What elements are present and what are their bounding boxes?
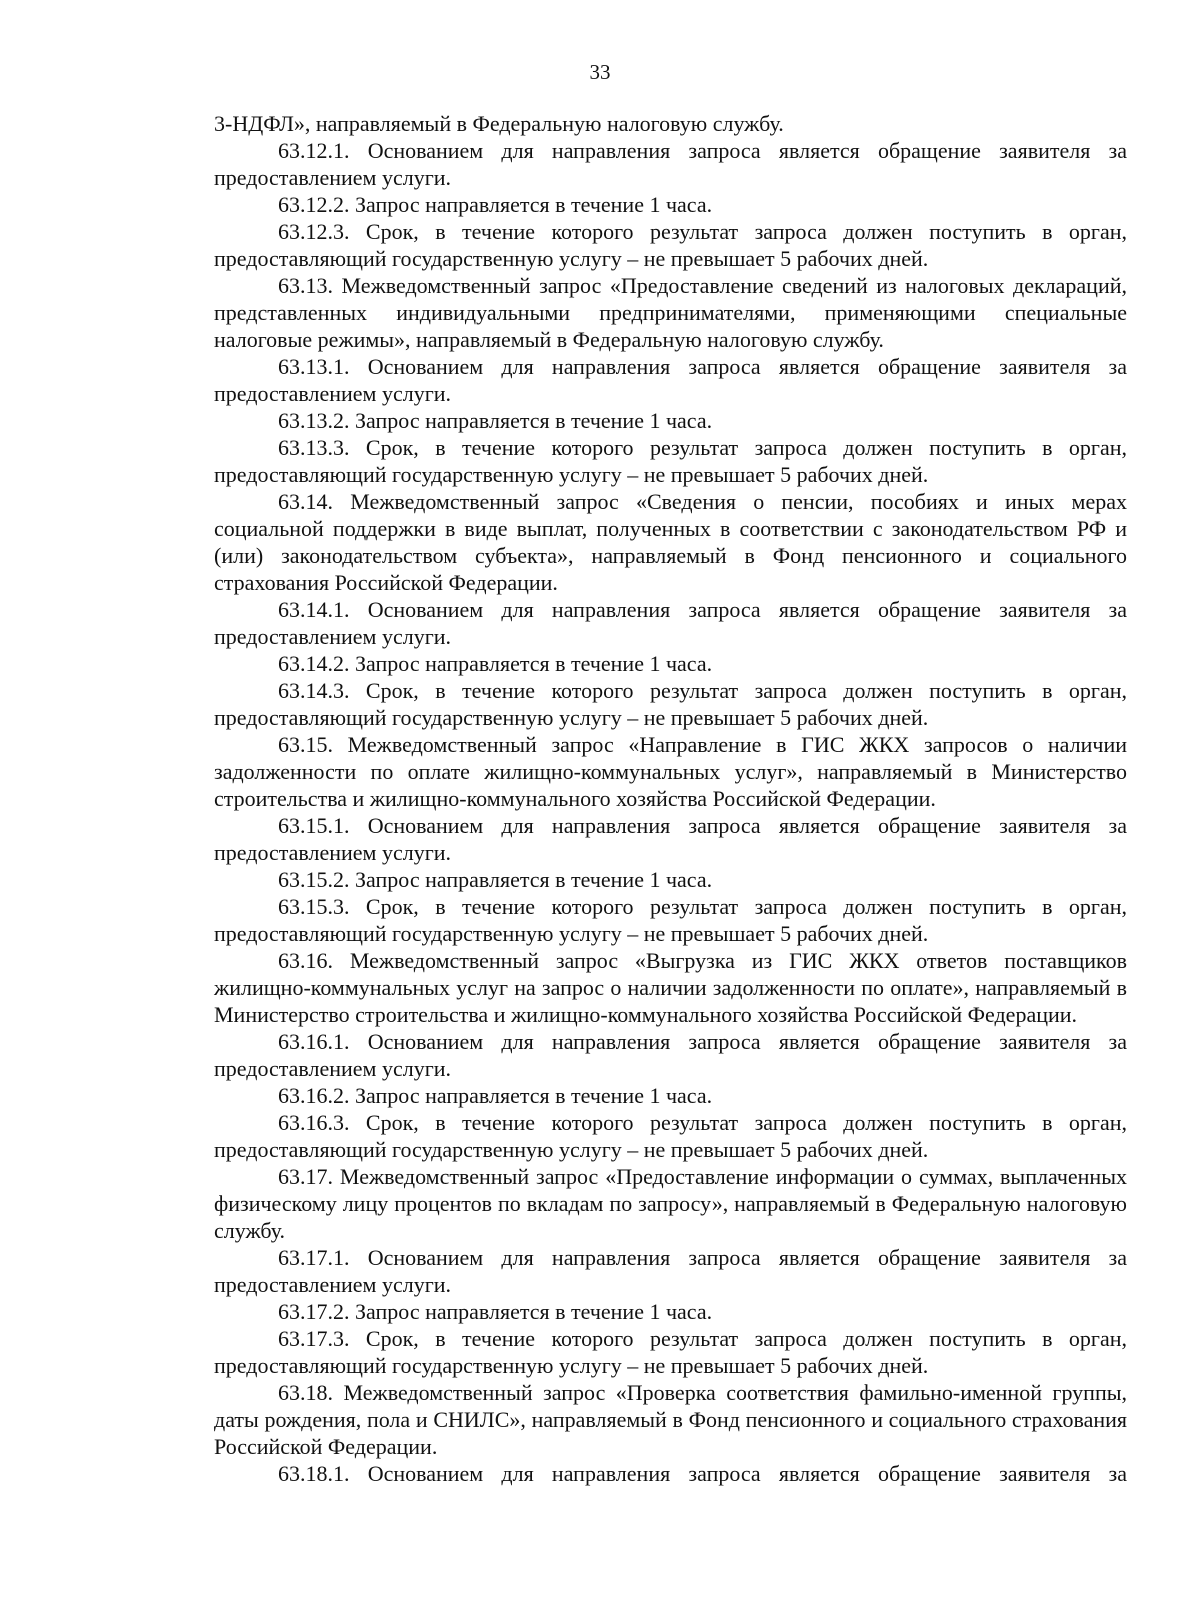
document-paragraph: 63.12.2. Запрос направляется в течение 1 часа.: [278, 192, 713, 217]
document-body: [214, 110, 1127, 1487]
document-paragraph: 63.14.2. Запрос направляется в течение 1 часа.: [278, 651, 713, 676]
document-paragraph: 63.17.1. Основанием для направления запроса является обращение заявителя за предоставлением услуги.: [214, 1245, 1127, 1297]
document-paragraph: 63.17.3. Срок, в течение которого результат запроса должен поступить в орган, предоставляющий государственную услугу – не превышает 5 рабочих дней.: [214, 1326, 1127, 1378]
document-paragraph: 63.13. Межведомственный запрос «Предоставление сведений из налоговых деклараций, представленных индивидуальными предпринимателями, применяющими специальные налоговые режимы», направляемый в Федеральную налоговую службу.: [214, 273, 1127, 352]
document-paragraph: 63.12.3. Срок, в течение которого результат запроса должен поступить в орган, предоставляющий государственную услугу – не превышает 5 рабочих дней.: [214, 219, 1127, 271]
document-paragraph: 63.16.2. Запрос направляется в течение 1 часа.: [278, 1083, 713, 1108]
document-paragraph: 63.14.3. Срок, в течение которого результат запроса должен поступить в орган, предоставляющий государственную услугу – не превышает 5 рабочих дней.: [214, 678, 1127, 730]
document-paragraph: 63.13.3. Срок, в течение которого результат запроса должен поступить в орган, предоставляющий государственную услугу – не превышает 5 рабочих дней.: [214, 435, 1127, 487]
document-paragraph: 63.15.1. Основанием для направления запроса является обращение заявителя за предоставлением услуги.: [214, 813, 1127, 865]
document-paragraph: 63.14. Межведомственный запрос «Сведения о пенсии, пособиях и иных мерах социальной поддержки в виде выплат, полученных в соответствии с законодательством РФ и (или) законодательством субъекта», направляемый в Фонд пенсионного и социального страхования Российской Федерации.: [214, 489, 1127, 595]
document-paragraph: 63.18.1. Основанием для направления запроса является обращение заявителя за: [278, 1461, 1127, 1486]
document-paragraph: 63.18. Межведомственный запрос «Проверка соответствия фамильно-именной группы, даты рождения, пола и СНИЛС», направляемый в Фонд пенсионного и социального страхования Российской Федерации.: [214, 1380, 1127, 1459]
document-paragraph: 63.12.1. Основанием для направления запроса является обращение заявителя за предоставлением услуги.: [214, 138, 1127, 190]
document-paragraph: 63.13.2. Запрос направляется в течение 1 часа.: [278, 408, 713, 433]
document-paragraph: 63.17. Межведомственный запрос «Предоставление информации о суммах, выплаченных физическому лицу процентов по вкладам по запросу», направляемый в Федеральную налоговую службу.: [214, 1164, 1127, 1243]
document-paragraph: 63.15.2. Запрос направляется в течение 1 часа.: [278, 867, 713, 892]
document-paragraph: 63.13.1. Основанием для направления запроса является обращение заявителя за предоставлением услуги.: [214, 354, 1127, 406]
document-paragraph: 3-НДФЛ», направляемый в Федеральную налоговую службу.: [214, 111, 784, 136]
document-paragraph: 63.17.2. Запрос направляется в течение 1 часа.: [278, 1299, 713, 1324]
document-paragraph: 63.15.3. Срок, в течение которого результат запроса должен поступить в орган, предоставляющий государственную услугу – не превышает 5 рабочих дней.: [214, 894, 1127, 946]
document-paragraph: 63.16.3. Срок, в течение которого результат запроса должен поступить в орган, предоставляющий государственную услугу – не превышает 5 рабочих дней.: [214, 1110, 1127, 1162]
document-paragraph: 63.16. Межведомственный запрос «Выгрузка из ГИС ЖКХ ответов поставщиков жилищно-коммунальных услуг на запрос о наличии задолженности по оплате», направляемый в Министерство строительства и жилищно-коммунального хозяйства Российской Федерации.: [214, 948, 1127, 1027]
document-paragraph: 63.15. Межведомственный запрос «Направление в ГИС ЖКХ запросов о наличии задолженности по оплате жилищно-коммунальных услуг», направляемый в Министерство строительства и жилищно-коммунального хозяйства Российской Федерации.: [214, 732, 1127, 811]
page-number: 33: [589, 60, 611, 84]
document-paragraph: 63.14.1. Основанием для направления запроса является обращение заявителя за предоставлением услуги.: [214, 597, 1127, 649]
document-paragraph: 63.16.1. Основанием для направления запроса является обращение заявителя за предоставлением услуги.: [214, 1029, 1127, 1081]
